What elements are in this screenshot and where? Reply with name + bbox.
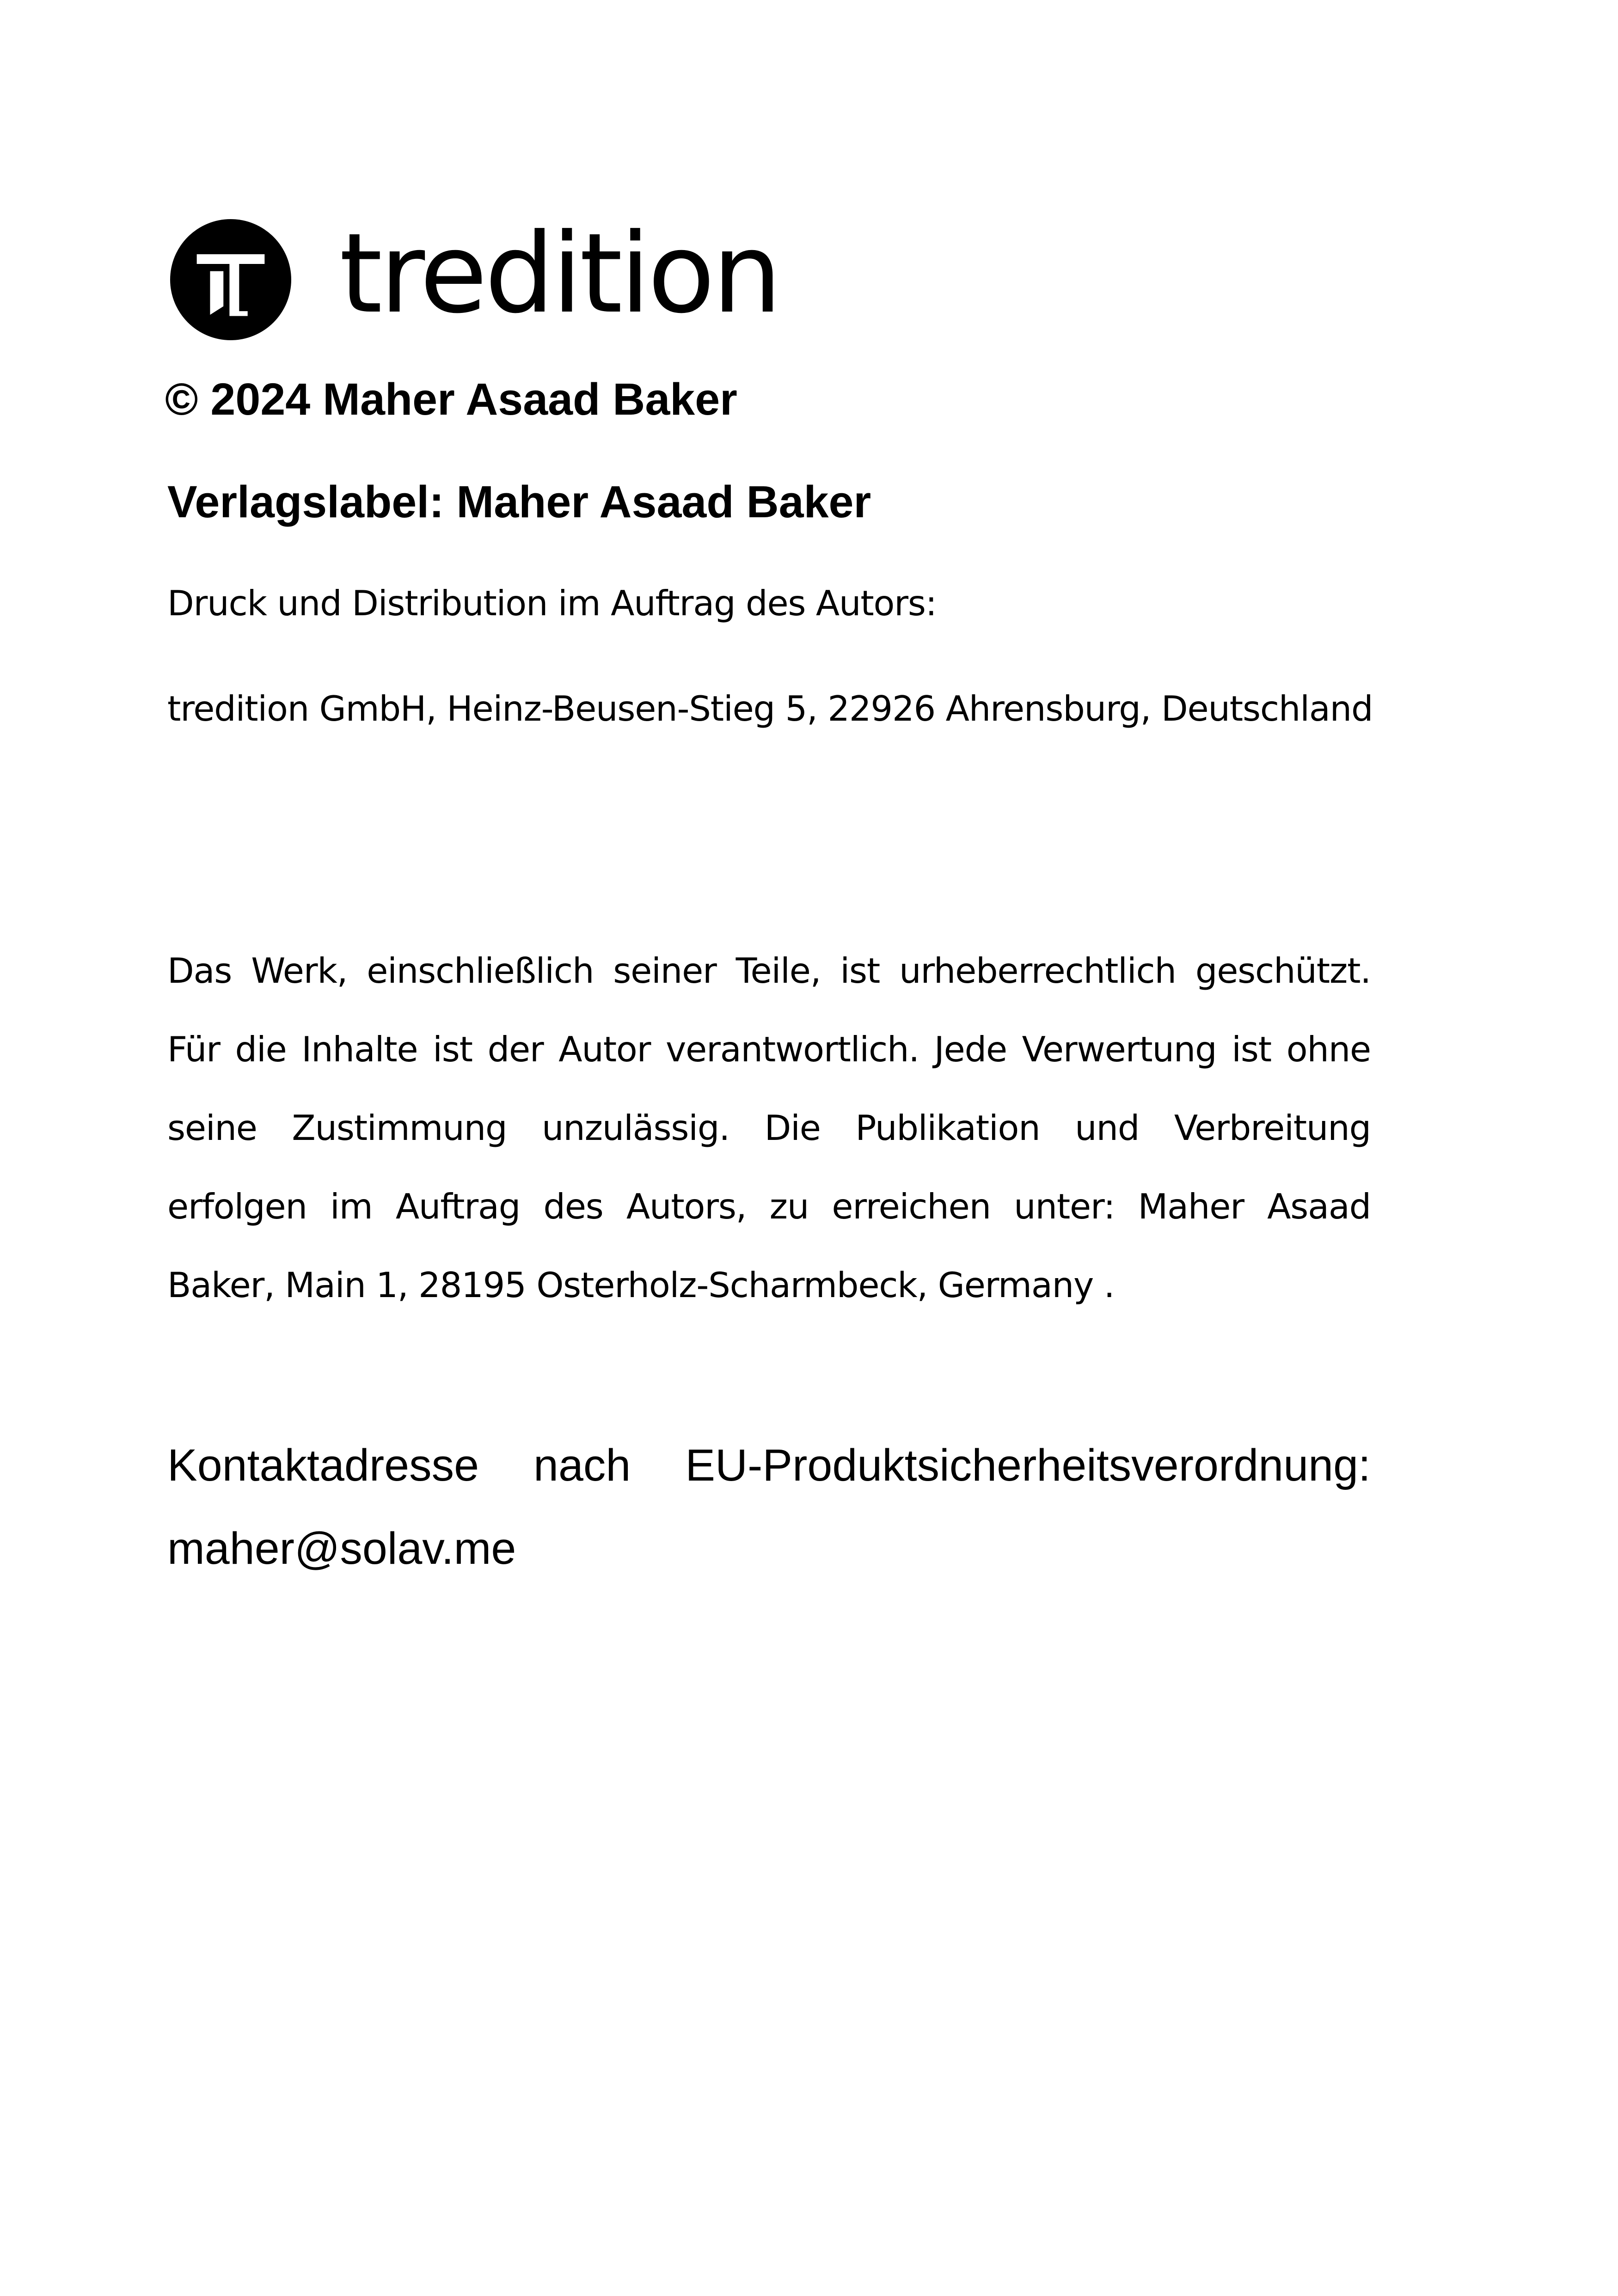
print-distribution-intro: Druck und Distribution im Auftrag des Autors:: [167, 583, 937, 624]
print-distribution-address: tredition GmbH, Heinz-Beusen-Stieg 5, 22926 Ahrensburg, Deutschland: [167, 688, 1373, 729]
tredition-logo: [170, 210, 779, 342]
tredition-wordmark: tredition: [339, 210, 779, 338]
contact-address: Kontaktadresse nach EU-Produktsicherheitsverordnung: maher@solav.me: [167, 1440, 1371, 1574]
publisher-label: Verlagslabel: Maher Asaad Baker: [167, 477, 871, 527]
tredition-logo-icon: [170, 219, 291, 340]
legal-notice: Das Werk, einschließlich seiner Teile, ist urheberrechtlich geschützt. Für die Inhalte ist der Autor verantwortlich. Jede Verwertung ist ohne seine Zustimmung unzulässig. Die Publikation und Verbreitung erfolgen im Auftrag des Autors, zu erreichen unter: Maher Asaad Baker, Main 1, 28195 Osterholz-Scharmbeck, Germany .: [167, 950, 1371, 1305]
copyright-line: © 2024 Maher Asaad Baker: [165, 374, 737, 424]
